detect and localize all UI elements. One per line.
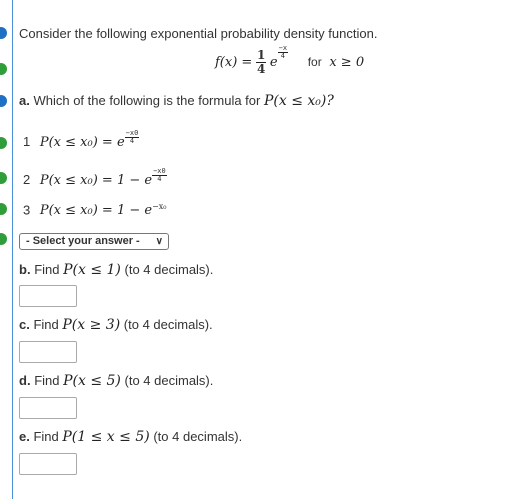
- answer-d-input[interactable]: [19, 397, 77, 419]
- question-content: [19, 0, 515, 499]
- pdf-base: e: [269, 54, 278, 70]
- status-dot-icon: [0, 27, 7, 39]
- question-e: e. Find P(1 ≤ x ≤ 5) (to 4 decimals).: [19, 429, 243, 445]
- chevron-down-icon: ∨: [155, 236, 163, 247]
- pdf-fraction: $\frac{1}{4}$: [256, 48, 266, 76]
- intro-text: Consider the following exponential probability density function.: [19, 26, 378, 41]
- pdf-formula: [215, 44, 365, 76]
- status-dot-icon: [0, 95, 7, 107]
- progress-rail: [0, 0, 13, 499]
- pdf-cond-word: for: [307, 54, 322, 69]
- pdf-lhs: f(x) =: [215, 54, 253, 70]
- answer-select[interactable]: - Select your answer - ∨: [19, 233, 169, 250]
- question-a-text: Which of the following is the formula for: [33, 93, 261, 108]
- option-1: 1 P(x ≤ x₀) = e $\frac{-x0}{4}$: [23, 129, 139, 150]
- question-a-expr: P(x ≤ x₀)?: [263, 93, 334, 109]
- question-c: c. Find P(x ≥ 3) (to 4 decimals).: [19, 317, 213, 333]
- answer-c-input[interactable]: [19, 341, 77, 363]
- answer-e-input[interactable]: [19, 453, 77, 475]
- question-a: [19, 93, 334, 109]
- check-dot-icon: [0, 233, 7, 245]
- option-2: 2 P(x ≤ x₀) = 1 − e $\frac{-x0}{4}$: [23, 167, 166, 188]
- option-3: 3 $P(x \le x_0) = 1 - e^{-x_0}$: [23, 202, 167, 219]
- pdf-exponent: $\frac{-x}{4}$: [278, 44, 288, 60]
- check-dot-icon: [0, 203, 7, 215]
- check-dot-icon: [0, 137, 7, 149]
- check-dot-icon: [0, 172, 7, 184]
- answer-b-input[interactable]: [19, 285, 77, 307]
- question-d: d. Find P(x ≤ 5) (to 4 decimals).: [19, 373, 214, 389]
- pdf-cond: x ≥ 0: [329, 54, 365, 70]
- check-dot-icon: [0, 63, 7, 75]
- question-b: b. Find P(x ≤ 1) (to 4 decimals).: [19, 262, 214, 278]
- question-a-label: a.: [19, 93, 30, 108]
